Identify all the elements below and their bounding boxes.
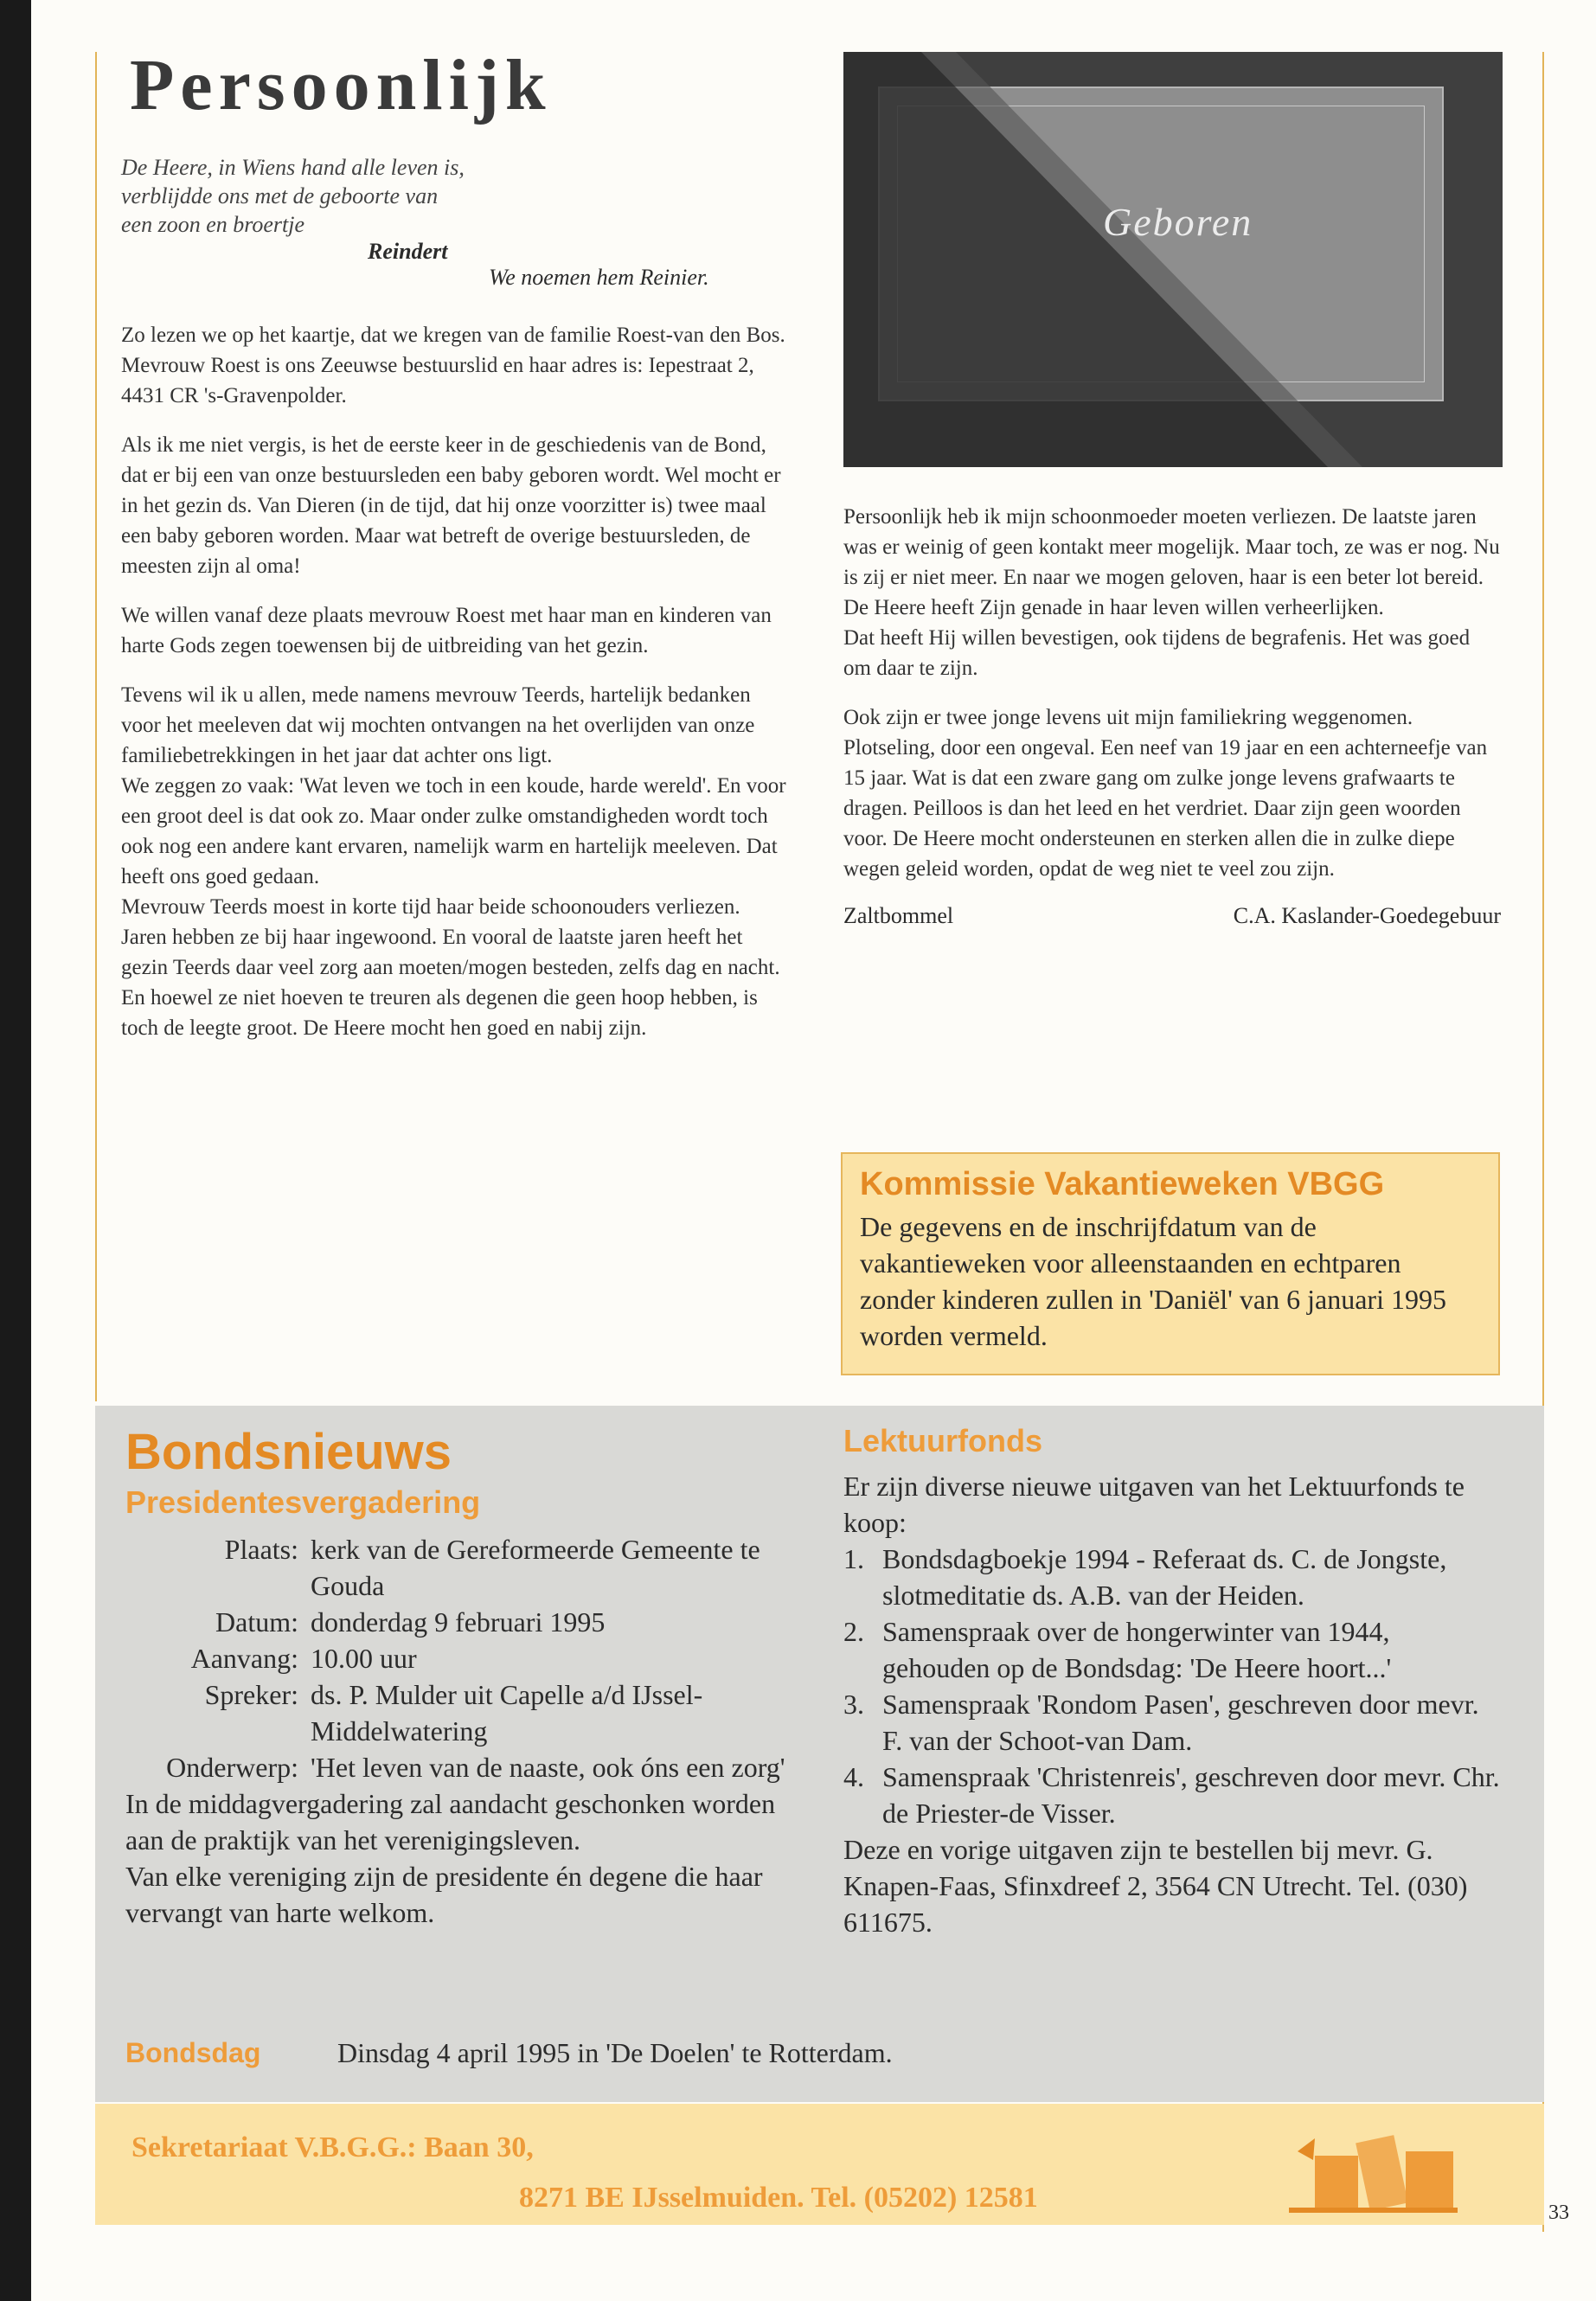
bondsdag-line: [125, 2037, 893, 2069]
list-item: 4. Samenspraak 'Christenreis', geschreven door mevr. Chr. de Priester-de Visser.: [843, 1761, 1500, 1829]
publication-list: [843, 1541, 1501, 1831]
books-icon: [1280, 2112, 1462, 2216]
paragraph: Dat heeft Hij willen bevestigen, ook tijdens de begrafenis. Het was goed om daar te zijn.: [843, 626, 1471, 680]
paragraph: Ook zijn er twee jonge levens uit mijn familiekring weggenomen. Plotseling, door een ongeval. Een neef van 19 jaar en een achterneefje van 15 jaar. Wat is dat een zware gang om zulke jonge levens grafwaarts te dragen. Peilloos is dan het leed en het verdriet. Daar zijn geen woorden voor. De Heere mocht ondersteunen en sterken allen die in zulke diepe wegen geleid worden, opdat de weg niet te veel zou zijn.: [843, 706, 1488, 881]
kommissie-title: Kommissie Vakantieweken VBGG: [860, 1166, 1385, 1202]
page-number: 33: [1548, 2202, 1569, 2224]
birth-card-photo: [843, 52, 1503, 467]
paragraph: Zo lezen we op het kaartje, dat we kregen van de familie Roest-van den Bos.: [121, 324, 785, 347]
lektuurfonds-intro: Er zijn diverse nieuwe uitgaven van het Lektuurfonds te koop:: [843, 1471, 1465, 1538]
page-title: Persoonlijk: [130, 45, 552, 125]
detail-row: Spreker: ds. P. Mulder uit Capelle a/d IJssel-Middelwatering: [204, 1679, 703, 1747]
list-item: 2. Samenspraak over de hongerwinter van 1944, gehouden op de Bondsdag: 'De Heere hoort...': [843, 1616, 1392, 1683]
detail-row: Datum: donderdag 9 februari 1995: [215, 1606, 606, 1638]
paragraph: En hoewel ze niet hoeven te treuren als degenen die geen hoop hebben, is toch de leegte groot. De Heere mocht hen goed en nabij zijn.: [121, 986, 758, 1040]
poem-line: De Heere, in Wiens hand alle leven is,: [121, 155, 465, 180]
paragraph: Mevrouw Teerds moest in korte tijd haar beide schoonouders verliezen. Jaren hebben ze bij haar ingewoond. En vooral de laatste jaren heeft het gezin Teerds daar veel zorg aan moeten/mogen besteden, zelfs dag en nacht.: [121, 895, 780, 979]
presidentes-subtitle: Presidentesvergadering: [125, 1484, 481, 1520]
bondsnieuws-title: Bondsnieuws: [125, 1424, 452, 1480]
signature-line: [843, 903, 1501, 929]
paragraph: Van elke vereniging zijn de presidente én degene die haar vervangt van harte welkom.: [125, 1861, 763, 1928]
card-diagonal-shadow: [843, 52, 1503, 467]
paragraph: We zeggen zo vaak: 'Wat leven we toch in een koude, harde wereld'. En voor een groot deel is dat ook zo. Maar onder zulke omstandigheden wordt toch ook nog een andere kant ervaren, namelijk warm en hartelijk meeleven. Dat heeft ons goed gedaan.: [121, 774, 786, 888]
poem-line: een zoon en broertje: [121, 212, 305, 237]
signature-place: Zaltbommel: [843, 903, 954, 928]
secretariat-line-1: Sekretariaat V.B.G.G.: Baan 30,: [131, 2131, 534, 2163]
bondsnieuws-section: [125, 1423, 800, 1931]
lektuurfonds-outro: Deze en vorige uitgaven zijn te bestellen bij mevr. G. Knapen-Faas, Sfinxdreef 2, 3564 CN Utrecht. Tel. (030) 611675.: [843, 1834, 1468, 1938]
poem-line: verblijdde ons met de geboorte van: [121, 183, 439, 208]
bondsdag-text: Dinsdag 4 april 1995 in 'De Doelen' te Rotterdam.: [337, 2037, 893, 2068]
paragraph: Persoonlijk heb ik mijn schoonmoeder moeten verliezen. De laatste jaren was er weinig of geen kontakt meer mogelijk. Maar toch, ze was er nog. Nu is zij er niet meer. En naar we mogen geloven, haar is een beter lot bereid. De Heere heeft Zijn genade in haar leven willen verheerlijken.: [843, 505, 1500, 619]
left-column-rule: [95, 52, 97, 1401]
detail-row: Onderwerp: 'Het leven van de naaste, ook óns een zorg': [166, 1752, 785, 1783]
page-binding-edge: [0, 0, 31, 2301]
paragraph: Tevens wil ik u allen, mede namens mevrouw Teerds, hartelijk bedanken voor het meeleven dat wij mochten ontvangen na het overlijden van onze familiebetrekkingen in het jaar dat achter ons ligt.: [121, 683, 755, 767]
bondsdag-label: Bondsdag: [125, 2037, 261, 2068]
kommissie-box: [841, 1152, 1500, 1375]
paragraph: Als ik me niet vergis, is het de eerste keer in de geschiedenis van de Bond, dat er bij een van onze bestuursleden een baby geboren wordt. Wel mocht er in het gezin ds. Van Dieren (in de tijd, dat hij onze voorzitter is) twee maal een baby geboren worden. Maar wat betreft de overige bestuursleden, de meesten zijn al oma!: [121, 433, 781, 578]
list-item: 3. Samenspraak 'Rondom Pasen', geschreven door mevr. F. van der Schoot-van Dam.: [843, 1689, 1479, 1756]
card-caption: Geboren: [1103, 200, 1253, 244]
lektuurfonds-section: [843, 1423, 1501, 1940]
call-name: We noemen hem Reinier.: [489, 265, 709, 290]
signature-name: C.A. Kaslander-Goedegebuur: [1233, 903, 1501, 928]
lektuurfonds-title: Lektuurfonds: [843, 1423, 1042, 1458]
paragraph: In de middagvergadering zal aandacht geschonken worden aan de praktijk van het verenigingsleven.: [125, 1788, 776, 1856]
paragraph: We willen vanaf deze plaats mevrouw Roest met haar man en kinderen van harte Gods zegen toewensen bij de uitbreiding van het gezin.: [121, 604, 772, 657]
list-item: 1. Bondsdagboekje 1994 - Referaat ds. C. de Jongste, slotmeditatie ds. A.B. van der Heiden.: [843, 1543, 1447, 1611]
right-column: [843, 52, 1501, 929]
meeting-details: [125, 1531, 800, 1785]
baby-name: Reindert: [368, 239, 448, 264]
birth-poem: [121, 153, 787, 239]
secretariat-line-2: 8271 BE IJsselmuiden. Tel. (05202) 12581: [519, 2182, 1038, 2214]
detail-row: Plaats: kerk van de Gereformeerde Gemeente te Gouda: [224, 1534, 760, 1601]
persoonlijk-column: [121, 43, 787, 1062]
secretariat-footer: [95, 2104, 1544, 2225]
detail-row: Aanvang: 10.00 uur: [190, 1643, 417, 1674]
kommissie-text: De gegevens en de inschrijfdatum van de vakantieweken voor alleenstaanden en echtparen zonder kinderen zullen in 'Daniël' van 6 januari 1995 worden vermeld.: [860, 1211, 1446, 1351]
paragraph: Mevrouw Roest is ons Zeeuwse bestuurslid en haar adres is: Iepestraat 2, 4431 CR 's-Gravenpolder.: [121, 354, 754, 407]
